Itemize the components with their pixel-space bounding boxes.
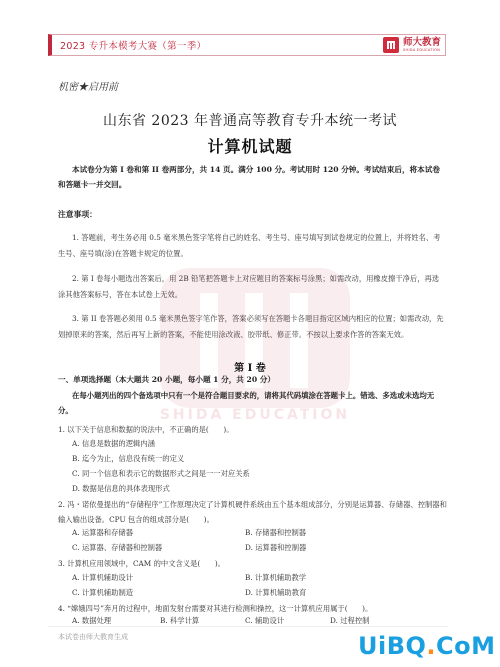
exam-subject: 计算机试题 xyxy=(207,137,293,156)
question-stem: 2. 冯・诺依曼提出的“存储程序”工作原理决定了计算机硬件系统由五个基本组成部分，分别是运算器、存储器、控制器和输入输出设备。CPU 包含的组成部分是( )。 xyxy=(58,500,447,524)
notice-heading: 注意事项： xyxy=(58,210,97,219)
exam-intro: 本试卷分为第 I 卷和第 II 卷两部分，共 14 页。满分 100 分。考试用时 120 分钟。考试结束后，将本试卷和答题卡一并交回。 xyxy=(58,165,440,189)
brand-subtitle: SHIDA EDUCATION xyxy=(402,47,441,52)
footer-divider xyxy=(48,626,448,627)
volume-heading: 第 I 卷 xyxy=(234,363,266,374)
question-option: C. 计算机辅助制造 xyxy=(72,588,134,597)
brand-name: 师大教育 xyxy=(402,37,441,48)
brand-logo-icon xyxy=(383,37,399,53)
question-option: A. 计算机辅助设计 xyxy=(72,573,133,582)
question-option: D. 计算机辅助教育 xyxy=(245,588,307,597)
question-option: B. 迄今为止，信息没有统一的定义 xyxy=(72,454,185,463)
section-description: 在每小题列出的四个备选项中只有一个是符合题目要求的，请将其代码填涂在答题卡上。错选、多选或未选均无分。 xyxy=(58,391,435,415)
question-option: A. 信息是数据的逻辑内涵 xyxy=(72,439,155,448)
question-stem: 4. “嫦娥四号”奔月的过程中，地面发射台需要对其进行检测和操控，这一计算机应用属于( )。 xyxy=(58,604,373,613)
site-logo-dot: . xyxy=(426,632,437,660)
watermark-text: SHIDA EDUCATION xyxy=(159,407,351,423)
brand xyxy=(383,37,441,53)
question-option: D. 运算器和控制器 xyxy=(245,543,307,552)
notice-item: 1. 答题前，考生务必用 0.5 毫米黑色签字笔将自己的姓名、考生号、座号填写到试卷规定的位置上，并将姓名、考生号、座号填(涂)在答题卡规定的位置。 xyxy=(58,233,441,258)
question-option: D. 数据是信息的具体表现形式 xyxy=(72,484,170,493)
section-heading: 一、单项选择题（本大题共 20 小题，每小题 1 分，共 20 分） xyxy=(58,375,275,384)
question-option: C. 同一个信息和表示它的数据形式之间是一一对应关系 xyxy=(72,469,250,478)
exam-title: 山东省 2023 年普通高等教育专升本统一考试 xyxy=(102,113,398,129)
question-stem: 3. 计算机应用领域中，CAM 的中文含义是( )。 xyxy=(58,559,225,568)
question-option: A. 数据处理 xyxy=(72,616,112,625)
question-option: C. 辅助设计 xyxy=(245,616,285,625)
question-option: B. 计算机辅助教学 xyxy=(245,573,307,582)
question-option: B. 存储器和控制器 xyxy=(245,528,307,537)
footer-text: 本试卷由师大教育生成 xyxy=(58,633,128,641)
site-logo-right: CoM xyxy=(436,632,496,660)
notice-item: 2. 第 I 卷每小题选出答案后，用 2B 铅笔把答题卡上对应题目的答案标号涂黑；如需改动，用橡皮擦干净后，再选涂其他答案标号，答在本试卷上无效。 xyxy=(58,274,440,299)
header-title: 2023 专升本模考大赛（第一季） xyxy=(60,41,207,52)
site-logo-left: UiBQ xyxy=(358,632,427,660)
question-option: C. 运算器、存储器和控制器 xyxy=(72,543,163,552)
question-option: A. 运算器和存储器 xyxy=(72,528,133,537)
notice-item: 3. 第 II 卷答题必须用 0.5 毫米黑色签字笔作答，答案必须写在答题卡各题目指定区域内相应的位置；如需改动，先划掉原来的答案，然后再写上新的答案，不能使用涂改液、胶带纸、修正带。不按以上要求作答的答案无效。 xyxy=(58,314,444,339)
page-header xyxy=(48,34,446,56)
question-option: D. 过程控制 xyxy=(330,616,370,625)
question-option: B. 科学计算 xyxy=(160,616,200,625)
site-logo xyxy=(358,632,496,660)
secret-label: 机密★启用前 xyxy=(58,82,118,93)
question-stem: 1. 以下关于信息和数据的说法中，不正确的是( )。 xyxy=(58,425,234,434)
